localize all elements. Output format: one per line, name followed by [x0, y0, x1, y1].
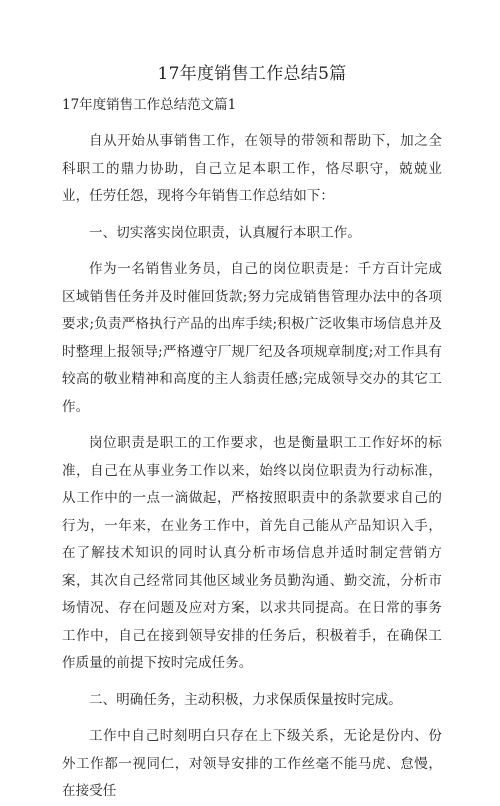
paragraph-intro: 自从开始从事销售工作，在领导的带领和帮助下，加之全科职工的鼎力协助，自己立足本职工作，恪尽职守，兢兢业业，任劳任怨，现将今年销售工作总结如下： [62, 133, 442, 204]
paragraph-standards: 岗位职责是职工的工作要求，也是衡量职工工作好坏的标准，自己在从事业务工作以来，始终以岗位职责为行动标准，从工作中的一点一滴做起，严格按照职责中的条款要求自己的行为，一年来，在业务工作中，首先自己能从产品知识入手，在了解技术知识的同时认真分析市场信息并适时制定营销方案，其次自己经常同其他区域业务员勤沟通、勤交流，分析市场情况、存在问题及应对方案，以求共同提高。在日常的事务工作中，自己在接到领导安排的任务后，积极着手，在确保工作质量的前提下按时完成任务。 [62, 435, 442, 671]
document-subtitle: 17年度销售工作总结范文篇1 [62, 97, 237, 113]
paragraph-duties: 作为一名销售业务员，自己的岗位职责是：千方百计完成区域销售任务并及时催回货款;努力完成销售管理办法中的各项要求;负责严格执行产品的出库手续;积极广泛收集市场信息并及时整理上报领导;严格遵守厂规厂纪及各项规章制度;对工作具有较高的敬业精神和高度的主人翁责任感;完成领导交办的其它工作。 [62, 261, 442, 415]
paragraph-tasks: 工作中自己时刻明白只存在上下级关系，无论是份内、份外工作都一视同仁，对领导安排的工作丝毫不能马虎、怠慢，在接受任 [62, 728, 442, 799]
paragraph-heading-1: 一、切实落实岗位职责，认真履行本职工作。 [89, 224, 361, 241]
document-title: 17年度销售工作总结5篇 [157, 64, 347, 84]
paragraph-heading-2: 二、明确任务，主动积极，力求保质保量按时完成。 [89, 691, 402, 708]
